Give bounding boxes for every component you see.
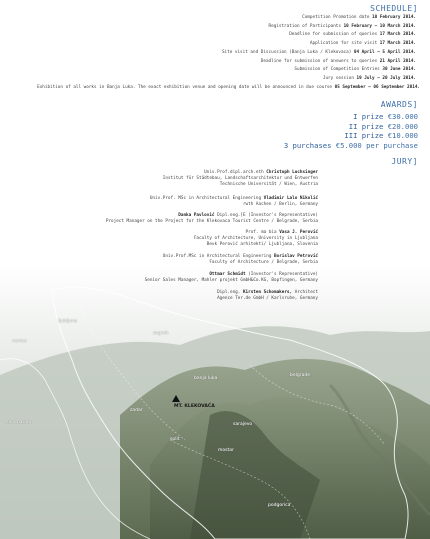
jury-member: Danka Pavlović Dipl.eng.[E (Investor's Representative) Project Manager on the Project for the Klekovaca Tourist Centre / Belgrade, Serbia <box>105 213 318 224</box>
jury-heading: JURY] <box>391 157 418 166</box>
place-podgorica: podgorica <box>268 503 291 508</box>
award-item: III prize €10.000 <box>344 131 418 141</box>
jury-member: Ottmar Schmidt (Investor's Representative) Senior Sales Manager, Mahler projekt GmbH&Co.KG, Bopfingen, Germany <box>144 272 318 283</box>
schedule-list <box>37 14 420 92</box>
mountain-label: MT. KLEKOVAČA <box>174 404 215 409</box>
jury-member: Univ.Prof.dipl.arch.eth Christoph Luchsinger Institut für Städtebau, Landschaftsarchitektur und Entwerfen Technische Universität / Wien, Austria <box>162 170 318 187</box>
award-item: II prize €20.000 <box>348 121 418 131</box>
region-map <box>0 265 430 539</box>
awards-list <box>284 112 418 150</box>
schedule-item: Deadline for submission of queries 17 March 2014. <box>289 32 416 38</box>
schedule-item: Site visit and Discussion (Banja Luka / Klekovaca) 04 April – 5 April 2014. <box>221 49 416 55</box>
place-mostar: mostar <box>218 448 234 453</box>
schedule-item: Application for site visit 17 March 2014. <box>309 41 416 47</box>
award-item: 3 purchases €5.000 per purchase <box>283 140 418 150</box>
place-san-marino: san marino <box>6 420 32 425</box>
jury-member: Prof. ma bia Vasa J. Perović Faculty of Architecture, University in Ljubljana Bevk Perović arhitekti/ Ljubljana, Slovenia <box>193 230 318 247</box>
place-banja-luka: banja luka <box>194 376 218 381</box>
award-item: I prize €30.000 <box>353 112 418 121</box>
schedule-item: Submission of Competition Entries 30 June 2014. <box>294 67 416 73</box>
schedule-item: Exhibition of all works in Banja Luka. The exact exhibition venue and opening date will be announced in due course 05 September – 06 September 2014. <box>37 84 420 90</box>
place-belgrade: belgrade <box>290 373 310 378</box>
schedule-item: Jury session 19 July – 20 July 2014. <box>322 75 416 81</box>
jury-member: Univ.Prof. MSc in Architectural Engineering Vladimir Lalo Nikolić rwth Aachen / Berlin, Germany <box>149 196 318 207</box>
place-split: split <box>170 437 180 442</box>
place-venice: venice <box>12 339 27 344</box>
schedule-item: Competition Promotion date 10 February 2014. <box>302 15 416 20</box>
place-zadar: zadar <box>130 408 143 413</box>
jury-member: Univ.Prof.MSc in Architectural Engineering Borislav Petrović Faculty of Architecture / Belgrade, Serbia <box>162 254 318 265</box>
schedule-heading: SCHEDULE] <box>370 4 418 13</box>
jury-member: Dipl.eng. Kirsten Schomakers, Architect Agence Ter.de GmbH / Karlsruhe, Germany <box>217 290 318 301</box>
place-zagreb: zagreb <box>153 331 169 336</box>
schedule-item: Registration of Participants 10 February – 10 March 2014. <box>268 23 416 29</box>
place-sarajevo: sarajevo <box>233 422 253 427</box>
awards-heading: AWARDS] <box>380 100 418 109</box>
schedule-item: Deadline for submission of answers to queries 21 April 2014. <box>260 58 416 64</box>
place-ljubljana: ljubljana <box>58 319 78 324</box>
